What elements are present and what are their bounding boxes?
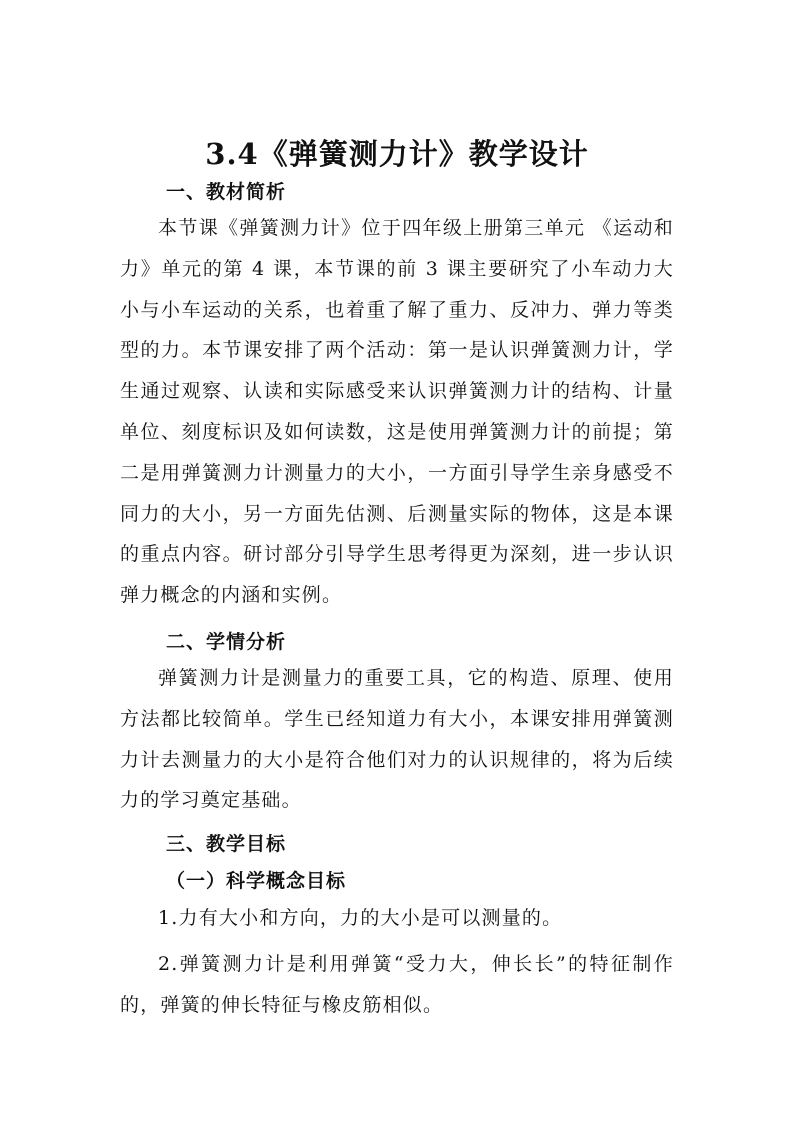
section-heading-textbook-analysis: 一、教材简析 [166,181,287,203]
objective-item-2: 2.弹簧测力计是利用弹簧“受力大，伸长长”的特征制作的，弹簧的伸长特征与橡皮筋相似。 [120,953,674,1016]
objective-item-1: 1.力有大小和方向，力的大小是可以测量的。 [158,907,563,929]
section-heading-learner-analysis: 二、学情分析 [166,631,287,653]
section-paragraph-learner-analysis: 弹簧测力计是测量力的重要工具，它的构造、原理、使用方法都比较简单。学生已经知道力有大小，本课安排用弹簧测力计去测量力的大小是符合他们对力的认识规律的，将为后续力的学习奠定基础。 [120,667,674,812]
document-title: 3.4《弹簧测力计》教学设计 [205,137,589,171]
section-heading-teaching-objectives: 三、教学目标 [166,833,287,855]
subheading-science-concept-objectives: （一）科学概念目标 [166,870,347,892]
section-paragraph-textbook-analysis: 本节课《弹簧测力计》位于四年级上册第三单元 《运动和力》单元的第 4 课，本节课的前 3 课主要研究了小车动力大小与小车运动的关系，也着重了解了重力、反冲力、弹力等类型的力。本节课安排了两个活动：第一是认识弹簧测力计，学生通过观察、认读和实际感受来认识弹簧测力计的结构、计量单位、刻度标识及如何读数，这是使用弹簧测力计的前提；第二是用弹簧测力计测量力的大小，一方面引导学生亲身感受不同力的大小，另一方面先估测、后测量实际的物体，这是本课的重点内容。研讨部分引导学生思考得更为深刻，进一步认识弹力概念的内涵和实例。 [120,217,674,607]
